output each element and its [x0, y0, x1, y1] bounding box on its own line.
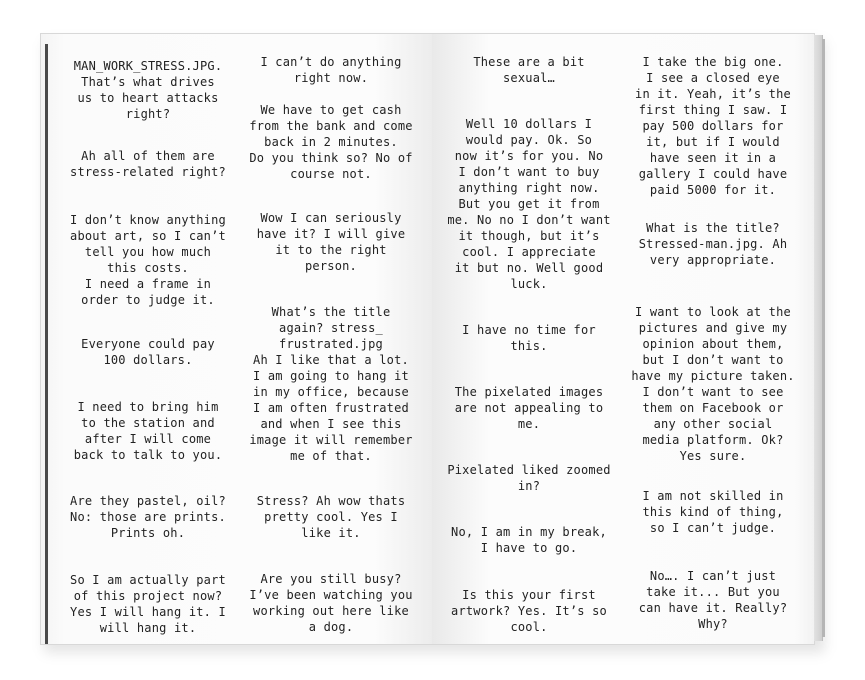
open-booklet — [40, 33, 825, 649]
cover-edge — [822, 39, 825, 637]
quote-block: The pixelated images are not appealing to me. — [454, 385, 604, 431]
column-4 — [618, 34, 808, 644]
quote-block: These are a bit sexual… — [473, 55, 585, 85]
quote-block: No, I am in my break, I have to go. — [451, 525, 607, 555]
column-1 — [53, 34, 243, 644]
column-3 — [434, 34, 624, 644]
quote-block: Well 10 dollars I would pay. Ok. So now it’s for you. No I don’t want to buy anything right now. But you get it from me. No no I don’t want it though, but it’s cool. I appreciate it but no. Well good luck. — [447, 117, 611, 291]
quote-block: Pixelated liked zoomed in? — [447, 463, 611, 493]
quote-block: So I am actually part of this project now? Yes I will hang it. I will hang it. — [70, 573, 226, 635]
quote-block: I don’t know anything about art, so I can’t tell you how much this costs. I need a frame in order to judge it. — [70, 213, 226, 307]
column-2 — [236, 34, 426, 644]
quote-block: What is the title? Stressed-man.jpg. Ah very appropriate. — [638, 221, 788, 267]
quote-block: I can’t do anything right now. — [260, 55, 402, 85]
page-edge — [45, 44, 48, 644]
quote-block: I have no time for this. — [462, 323, 596, 353]
quote-block: I need to bring him to the station and after I will come back to talk to you. — [73, 400, 223, 462]
quote-block: MAN_WORK_STRESS.JPG. That’s what drives us to heart attacks right? — [73, 59, 223, 121]
quote-block: No…. I can’t just take it... But you can have it. Really? Why? — [638, 569, 788, 631]
left-page — [40, 33, 433, 645]
quote-block: Ah all of them are stress-related right? — [70, 149, 226, 179]
quote-block: What’s the title again? stress_ frustrated.jpg Ah I like that a lot. I am going to hang it in my office, because I am often frustrated and when I see this image it will remember me of that. — [249, 305, 413, 463]
quote-block: Is this your first artwork? Yes. It’s so cool. — [451, 588, 607, 634]
right-page — [432, 33, 815, 645]
quote-block: Stress? Ah wow thats pretty cool. Yes I like it. — [256, 494, 406, 540]
quote-block: Are they pastel, oil? No: those are prints. Prints oh. — [70, 494, 226, 540]
quote-block: Wow I can seriously have it? I will give it to the right person. — [256, 211, 406, 273]
quote-block: I take the big one. I see a closed eye in it. Yeah, it’s the first thing I saw. I pay 500 dollars for it, but if I would have seen it in a gallery I could have paid 5000 for it. — [635, 55, 791, 197]
quote-block: I want to look at the pictures and give my opinion about them, but I don’t want to have my picture taken. I don’t want to see them on Facebook or any other social media platform. Ok? Yes sure. — [631, 305, 795, 463]
quote-block: I am not skilled in this kind of thing, so I can’t judge. — [642, 489, 784, 535]
quote-block: We have to get cash from the bank and come back in 2 minutes. Do you think so? No of course not. — [249, 103, 413, 181]
quote-block: Are you still busy? I’ve been watching you working out here like a dog. — [249, 572, 413, 634]
quote-block: Everyone could pay 100 dollars. — [81, 337, 215, 367]
